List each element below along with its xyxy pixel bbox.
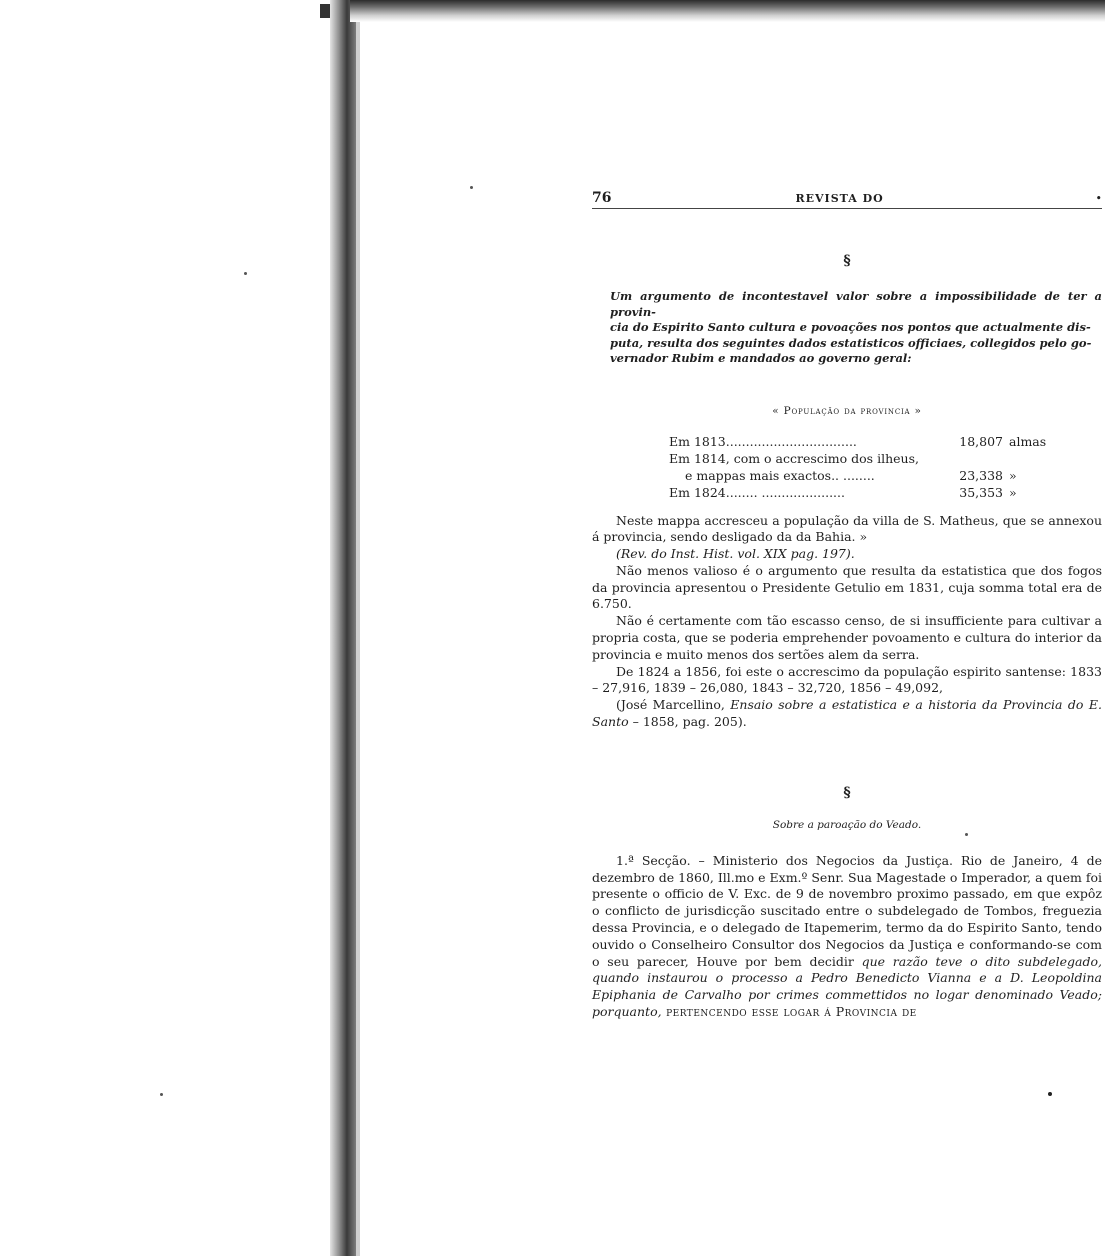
row-label: Em 1824........ ..................... xyxy=(669,484,845,500)
subsection-title: Sobre a paroação do Veado. xyxy=(772,818,922,831)
citation xyxy=(592,697,1102,731)
scan-speck xyxy=(244,272,247,275)
page-top-shadow xyxy=(350,0,1105,22)
intro-paragraph xyxy=(592,289,1102,367)
section-mark: § xyxy=(843,784,851,801)
letter-paragraph xyxy=(592,853,1102,1021)
section-mark: § xyxy=(843,253,851,269)
row-unit xyxy=(1003,450,1046,467)
body-text xyxy=(592,513,1102,731)
book-spine xyxy=(330,0,356,1256)
row-value: 35,353 xyxy=(959,484,1003,500)
intro-line: cia do Espirito Santo cultura e povoações nos pontos que actualmente dis- xyxy=(610,320,1091,334)
header-mark: • xyxy=(1095,192,1102,205)
citation-title: Ensaio sobre a estatistica e a historia da Provincia do E. Santo xyxy=(592,697,1102,730)
reference: (Rev. do Inst. Hist. vol. XIX pag. 197). xyxy=(616,546,855,562)
row-label: Em 1813................................. xyxy=(669,433,857,449)
page-dot xyxy=(1048,1092,1052,1096)
intro-line: vernador Rubim e mandados ao governo geral: xyxy=(610,351,912,365)
intro-line: puta, resulta dos seguintes dados estatisticos officiaes, collegidos pelo go- xyxy=(610,335,1092,350)
left-blank-page xyxy=(0,0,340,1256)
spine-edge xyxy=(356,0,360,1256)
paragraph: Neste mappa accresceu a população da villa de S. Matheus, que se annexou á provincia, sendo desligado da da Bahia. » xyxy=(592,512,1102,545)
row-label: Em 1814, com o accrescimo dos ilheus, xyxy=(669,450,919,466)
population-table xyxy=(669,433,1046,501)
running-title: REVISTA DO xyxy=(795,192,884,205)
paragraph: Não menos valioso é o argumento que resulta da estatistica que dos fogos da provincia apresentou o Presidente Getulio em 1831, cuja somma total era de 6.750. xyxy=(592,562,1102,612)
population-caption: « População da provincia » xyxy=(772,404,922,417)
row-unit: almas xyxy=(1009,433,1047,449)
scan-speck xyxy=(470,186,473,189)
citation-tail: – 1858, pag. 205). xyxy=(628,714,747,730)
intro-line: Um argumento de incontestavel valor sobre a impossibilidade de ter a provin- xyxy=(610,289,1102,319)
row-value: 23,338 xyxy=(959,467,1003,483)
letter-continuation: pertencendo esse logar á Provincia de xyxy=(661,1004,917,1020)
row-value: 18,807 xyxy=(959,433,1003,449)
page-header xyxy=(592,190,1102,209)
table-row xyxy=(669,433,1046,450)
row-label: e mappas mais exactos.. ........ xyxy=(685,467,875,483)
page-number: 76 xyxy=(592,190,612,206)
book-page xyxy=(592,190,1102,1021)
row-unit: » xyxy=(1009,484,1017,500)
paragraph: De 1824 a 1856, foi este o accrescimo da população espirito santense: 1833 – 27,916, 1839 – 26,080, 1843 – 32,720, 1856 – 49,092, xyxy=(592,663,1102,696)
table-row xyxy=(669,450,1046,467)
paragraph: Não é certamente com tão escasso censo, de si insufficiente para cultivar a propria costa, que se poderia emprehender povoamento e cultura do interior da provincia e muito menos dos sertões alem da serra. xyxy=(592,613,1102,662)
letter-decision: que razão teve o dito subdelegado, quando instaurou o processo a Pedro Benedicto Vianna e a D. Leopoldina Epiphania de Carvalho por crimes commettidos no logar denominado Veado; porquanto, xyxy=(592,953,1102,1020)
row-unit: » xyxy=(1009,467,1017,483)
row-value xyxy=(955,450,1003,467)
table-row xyxy=(669,484,1046,501)
letter-text: 1.ª Secção. – Ministerio dos Negocios da Justiça. Rio de Janeiro, 4 de dezembro de 1860, Ill.mo e Exm.º Senr. Sua Magestade o Imperador, a quem foi presente o officio de V. Exc. de 9 de novembro proximo passado, em que expôz o conflicto de jurisdicção suscitado entre o subdelegado de Tombos, freguezia dessa Provincia, e o delegado de Itapemerim, termo da do Espirito Santo, tendo ouvido o Conselheiro Consultor dos Negocios da Justiça e conformando-se com o seu parecer, Houve por bem decidir xyxy=(592,852,1102,969)
table-row xyxy=(669,467,1046,484)
citation-author: (José Marcellino, xyxy=(616,697,731,713)
scan-speck xyxy=(160,1093,163,1096)
